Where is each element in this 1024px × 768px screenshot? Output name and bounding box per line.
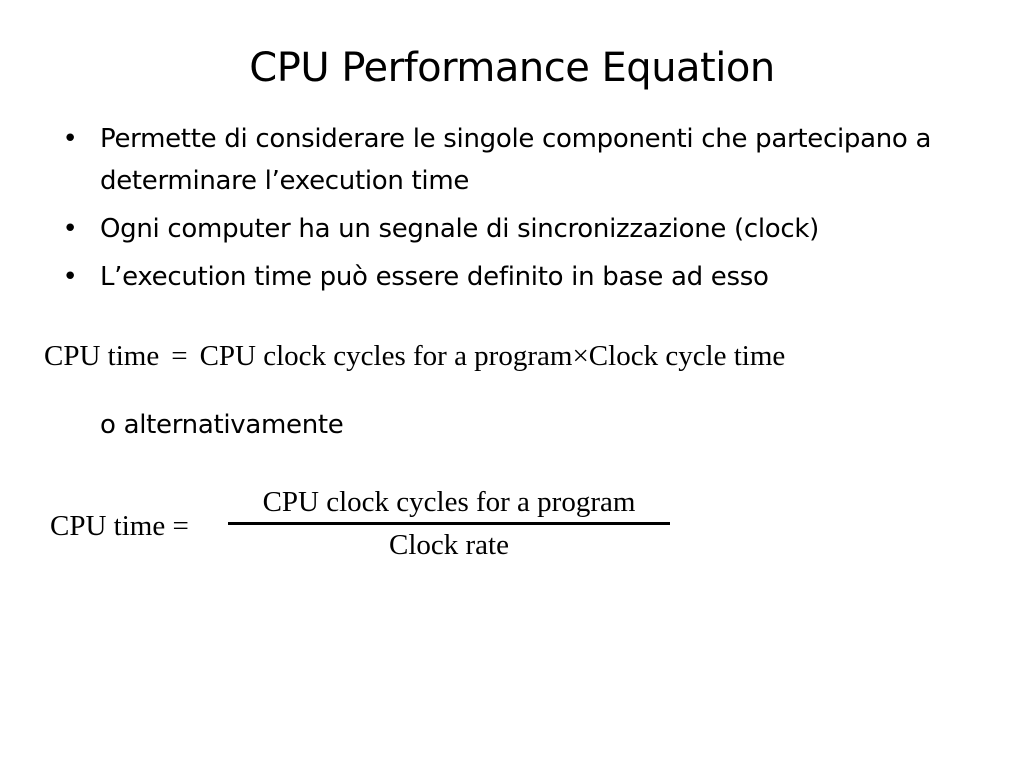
bullet-dot-icon: •: [62, 214, 78, 244]
bullet-dot-icon: •: [62, 124, 78, 154]
equals-sign: =: [171, 340, 188, 372]
bullet-item: [60, 118, 980, 202]
bullet-text: Ogni computer ha un segnale di sincronizzazione (clock): [100, 214, 820, 244]
fraction: [228, 482, 670, 565]
equation-lhs: CPU time: [44, 340, 160, 372]
slide-title: CPU Performance Equation: [249, 45, 775, 91]
bullet-dot-icon: •: [62, 262, 78, 292]
equation-term-cycle-time: Clock cycle time: [588, 340, 786, 372]
fraction-denominator: Clock rate: [389, 529, 509, 561]
bullet-item: [60, 256, 980, 298]
fraction-numerator: CPU clock cycles for a program: [262, 486, 636, 518]
bullet-item: [60, 208, 980, 250]
bullet-text: Permette di considerare le singole componenti che partecipano a determinare l’execution time: [100, 124, 932, 196]
bullet-text: L’execution time può essere definito in base ad esso: [100, 262, 769, 292]
equation-term-clock-cycles: CPU clock cycles for a program: [199, 340, 573, 372]
alternative-text: o alternativamente: [100, 410, 344, 440]
times-sign: ×: [572, 340, 589, 372]
bullet-list: [60, 118, 980, 304]
equation-product: [44, 336, 785, 376]
equation-lhs: CPU time =: [50, 510, 189, 542]
